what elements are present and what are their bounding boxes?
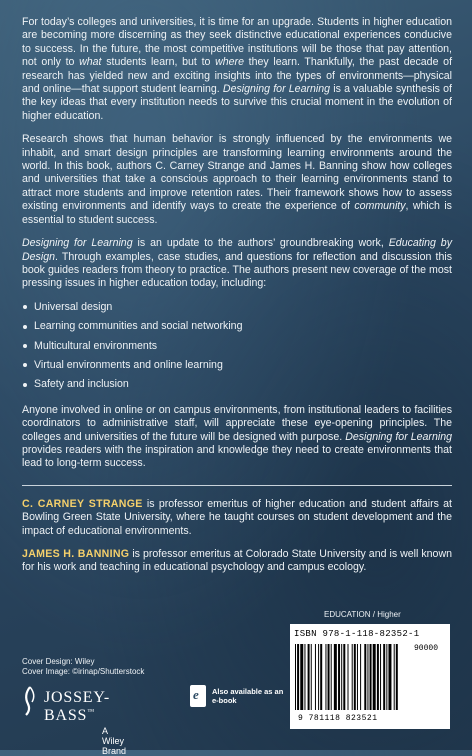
trademark: ™ [87,707,95,716]
publisher-brand: A Wiley Brand [102,726,127,756]
category-label: EDUCATION / Higher [324,610,401,619]
list-item: Multicultural environments [22,340,452,353]
book-title: Designing for Learning [22,237,133,250]
isbn-label: ISBN 978-1-118-82352-1 [294,629,420,639]
isbn-barcode [290,624,450,729]
text-run: Anyone involved in online or on campus environments, from institutional leaders to facilities coordinators to administrative staff, will appreciate these eye-opening principles. The colleges and universities of the future will be designed with purpose. [22,403,452,443]
text-run: is an update to the authors’ groundbreaking work, [132,237,389,250]
previous-book-title: Educating by Design [22,237,452,263]
intro-paragraph-1 [22,16,452,123]
text-run: they learn. Thankfully, the past decade of research has yielded new and exciting insights into the types of environments—physical and online—that support student learning. [22,56,453,96]
back-cover-text [22,16,452,585]
ebook-icon: e [190,685,206,707]
barcode-digits: 9 781118 823521 [298,714,378,723]
cover-credits [22,657,144,677]
emphasis-community: community [354,200,406,213]
design-credit: Cover Design: Wiley [22,657,95,666]
publisher-name [44,689,126,725]
author-bio-1 [22,498,452,538]
book-title: Designing for Learning [222,83,331,96]
divider [22,485,452,486]
emphasis-what: what [79,56,102,69]
author-name: C. CARNEY STRANGE [22,497,143,510]
list-item: Virtual environments and online learning [22,359,452,372]
text-run: Research shows that human behavior is strongly influenced by the environments we inhabit, and smart design principles are transforming learning environments around the world. In this book, authors C. Carney Strange and James H. Banning show how colleges and universities that take a conscious approach to their learning environments stand to attract more students and improve retention rates. Their framework shows how to assess existing environments and identify ways to create the experience of [22,133,452,213]
intro-paragraph-3 [22,237,452,291]
list-item: Learning communities and social networking [22,320,452,333]
author-bio: is professor emeritus at Colorado State University and is well known for his work and teaching in educational psychology and campus ecology. [22,548,452,574]
image-credit: Cover Image: ©irinap/Shutterstock [22,667,145,676]
publisher-text [44,689,126,756]
cover-footer [0,610,472,756]
text-run: provides readers with the inspiration and knowledge they need to create environments that lead to long-term success. [22,443,452,470]
text-run: is a valuable synthesis of the key ideas that every institution needs to survive this crucial moment in the evolution of higher education. [22,83,453,122]
author-bio-2 [22,548,452,575]
barcode-icon [295,644,445,714]
emphasis-where: where [215,56,244,69]
ebook-text: Also available as an e-book [212,687,284,705]
author-name: JAMES H. BANNING [22,548,130,560]
price-code: 90000 [414,644,439,653]
text-run: , which is essential to student success. [22,200,452,226]
list-item: Safety and inclusion [22,378,452,391]
text-run: For today’s colleges and universities, it is time for an upgrade. Students in higher education are becoming more discerning as they seek distinctive educational experiences conducive to success. In the future, the most competitive institutions will be those that pay attention, not only to [22,16,452,69]
text-run: . Through examples, case studies, and questions for reflection and discussion this book guides readers from theory to practice. The authors present new coverage of the most pressing issues in higher education today, including: [22,250,452,290]
intro-paragraph-2 [22,133,452,227]
jossey-bass-icon [22,686,38,716]
author-bio: is professor emeritus of higher education and student affairs at Bowling Green State University, where he taught courses on student development and the impact of educational environments. [22,497,453,537]
topics-list [22,301,452,392]
book-title: Designing for Learning [345,430,452,443]
text-run: students learn, but to [101,56,216,69]
closing-paragraph [22,404,452,471]
publisher-name-text: JOSSEY-BASS [44,689,111,724]
list-item: Universal design [22,301,452,314]
